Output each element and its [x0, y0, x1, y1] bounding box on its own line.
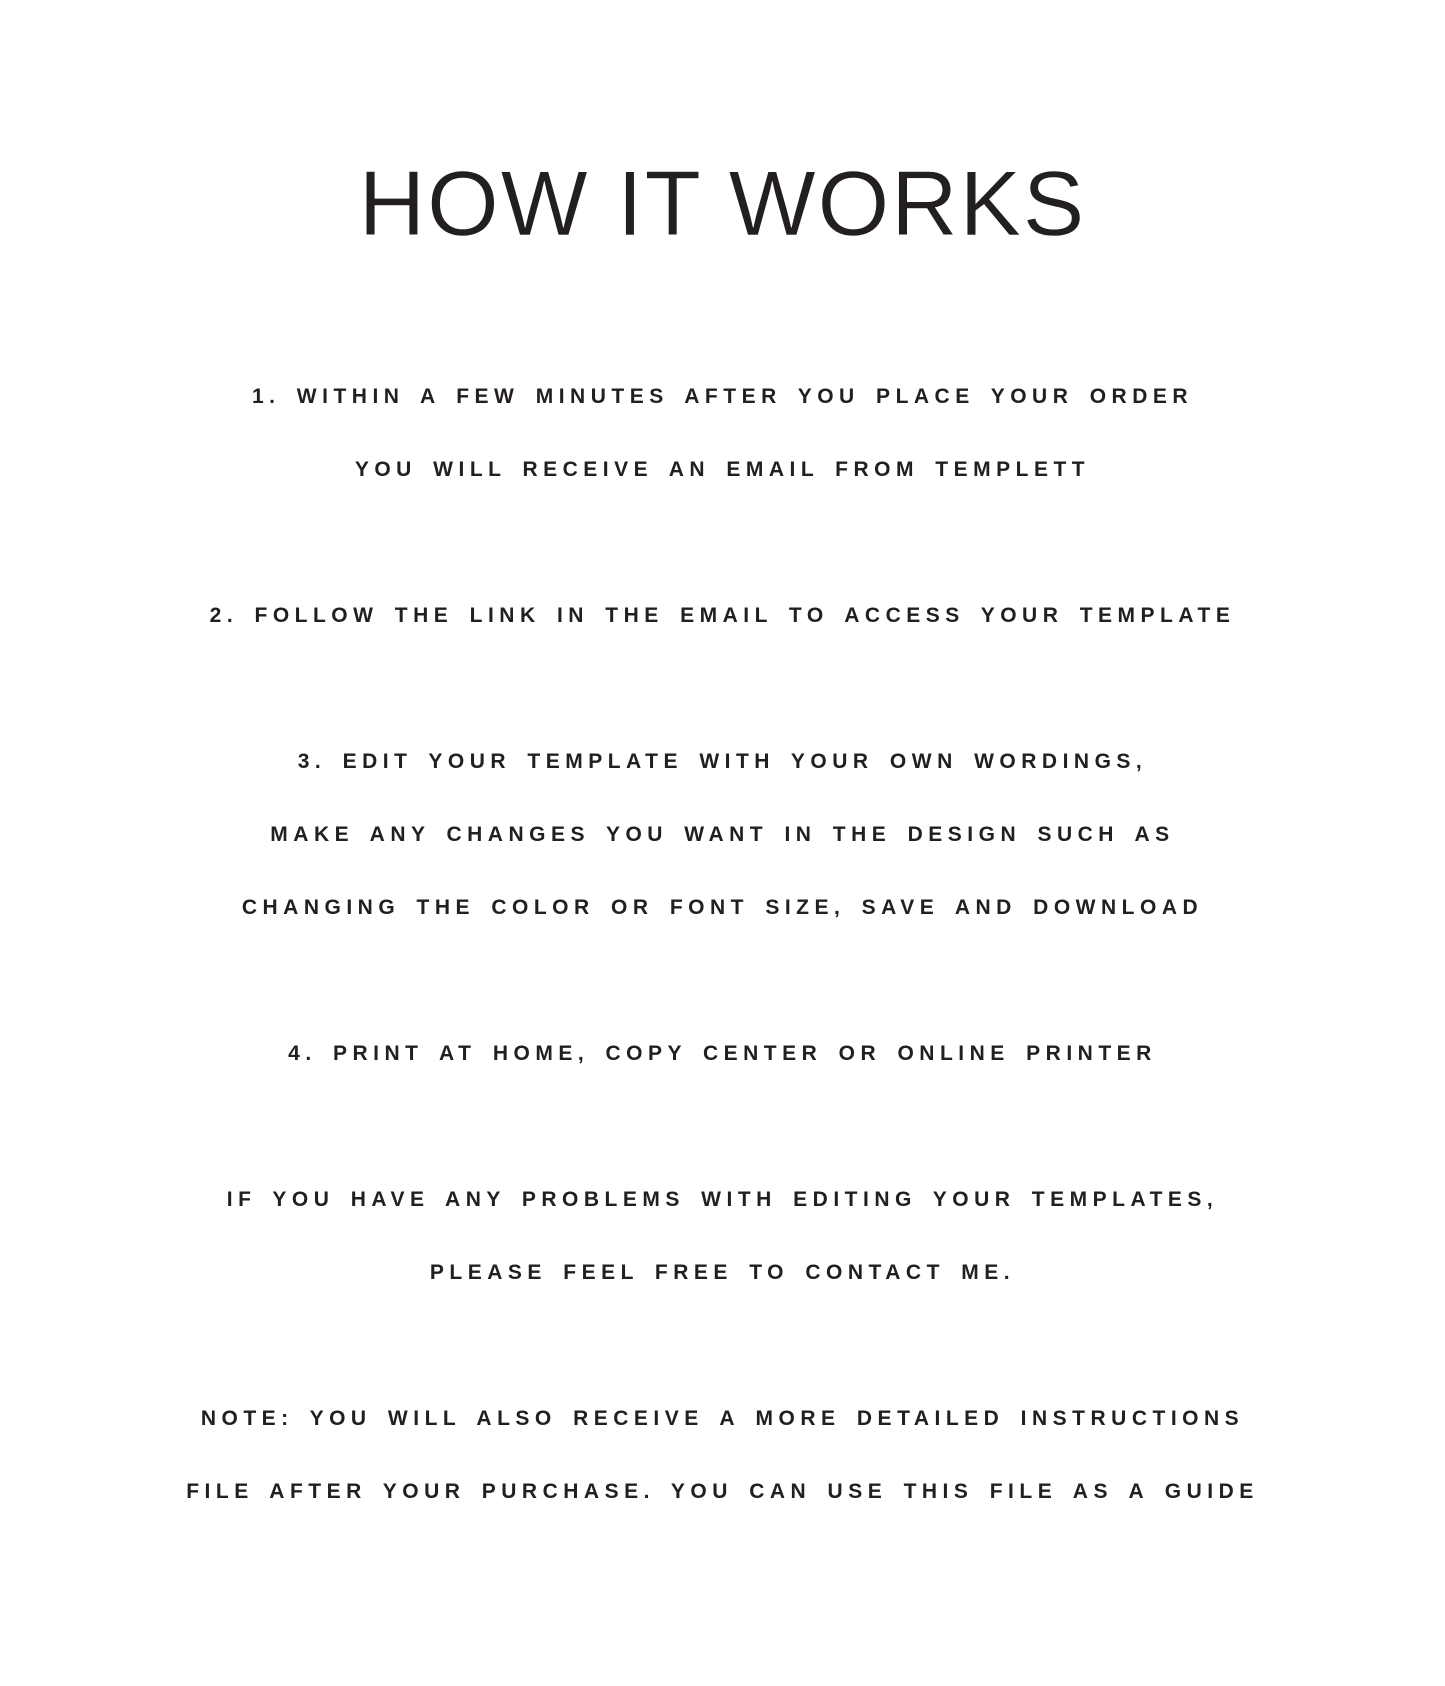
instruction-line: FILE AFTER YOUR PURCHASE. YOU CAN USE THIS FILE AS A GUIDE: [186, 1480, 1259, 1503]
instruction-line: 1. WITHIN A FEW MINUTES AFTER YOU PLACE YOUR ORDER: [251, 385, 1194, 408]
instruction-line: MAKE ANY CHANGES YOU WANT IN THE DESIGN SUCH AS: [270, 823, 1175, 846]
instruction-line: CHANGING THE COLOR OR FONT SIZE, SAVE AND DOWNLOAD: [241, 896, 1204, 919]
instruction-line: 4. PRINT AT HOME, COPY CENTER OR ONLINE PRINTER: [288, 1042, 1157, 1065]
instruction-line: IF YOU HAVE ANY PROBLEMS WITH EDITING YOUR TEMPLATES,: [226, 1188, 1219, 1211]
section-step-1: [0, 360, 1445, 506]
instruction-line: 3. EDIT YOUR TEMPLATE WITH YOUR OWN WORDINGS,: [297, 750, 1148, 773]
section-step-2: [0, 579, 1445, 652]
section-step-3: [0, 725, 1445, 944]
section-step-4: [0, 1017, 1445, 1090]
instruction-line: PLEASE FEEL FREE TO CONTACT ME.: [429, 1261, 1016, 1284]
instruction-line: 2. FOLLOW THE LINK IN THE EMAIL TO ACCESS YOUR TEMPLATE: [209, 604, 1236, 627]
instruction-line: NOTE: YOU WILL ALSO RECEIVE A MORE DETAILED INSTRUCTIONS: [200, 1407, 1245, 1430]
section-contact-note: [0, 1163, 1445, 1309]
instructions-content: [0, 360, 1445, 1528]
instruction-line: YOU WILL RECEIVE AN EMAIL FROM TEMPLETT: [354, 458, 1091, 481]
page-title: HOW IT WORKS: [358, 153, 1087, 255]
section-detailed-instructions-note: [0, 1382, 1445, 1528]
